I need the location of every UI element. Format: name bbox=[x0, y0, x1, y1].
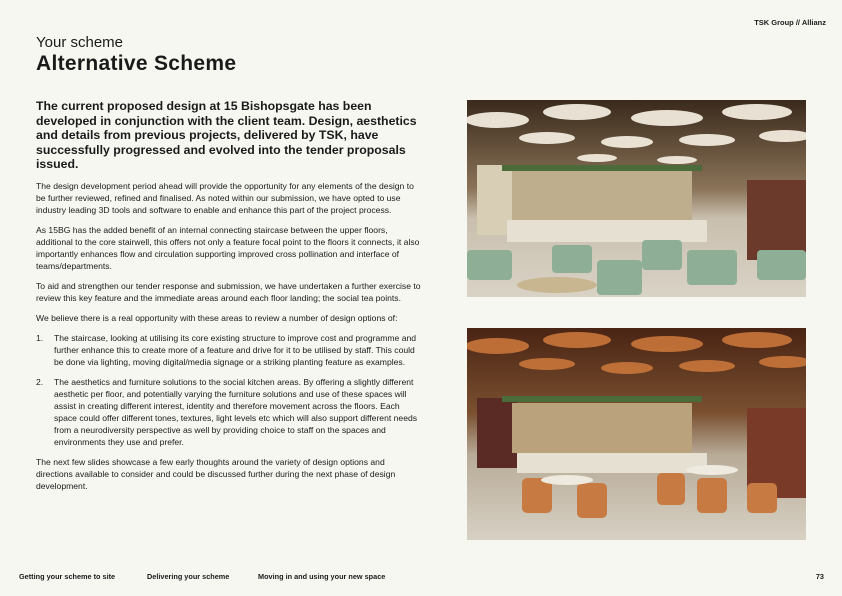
brand-header: TSK Group // Allianz bbox=[754, 18, 826, 27]
section-eyebrow: Your scheme bbox=[36, 34, 123, 51]
page-title: Alternative Scheme bbox=[36, 52, 237, 75]
closing-paragraph: The next few slides showcase a few early thoughts around the variety of design options and directions available to consider and could be discussed further during the next phase of design development. bbox=[36, 456, 396, 491]
render-image-green-chairs bbox=[467, 100, 806, 297]
list-item bbox=[36, 332, 422, 368]
lead-paragraph: The current proposed design at 15 Bishopsgate has been developed in conjunction with the client team. Design, aesthetics and details from previous projects, delivered by TSK, have successfully progressed and evolved into the tender proposals issued. bbox=[36, 99, 417, 171]
list-item bbox=[36, 376, 422, 448]
list-text: The staircase, looking at utilising its core existing structure to improve cost and programme and further enhance this to create more of a feature and drive for it to be utilised by staff. This could be done via lighting, moving digital/media signage or a striking planting feature as examples. bbox=[54, 332, 417, 367]
paragraph: As 15BG has the added benefit of an internal connecting staircase between the upper floors, additional to the core stairwell, this offers not only a feature focal point to the floors it connects, it also importantly enhances flow and circulation supporting improved cross pollination and interface of teams/departments. bbox=[36, 224, 420, 271]
paragraph: To aid and strengthen our tender response and submission, we have undertaken a further exercise to review this key feature and the immediate areas around each floor landing; the social tea points. bbox=[36, 280, 421, 303]
list-number: 1. bbox=[36, 332, 44, 343]
page-number: 73 bbox=[815, 572, 824, 581]
list-number: 2. bbox=[36, 376, 44, 387]
render-image-orange-chairs bbox=[467, 328, 806, 540]
list-text: The aesthetics and furniture solutions to the social kitchen areas. By offering a slightly different aesthetic per floor, and potentially varying the furniture solutions and use of these spaces will assist in creating different interest, identity and therefore movement across the floors. Each space could offer different tones, textures, light levels etc which will also support different needs from a neurodiversity perspective as well by providing choice to staff on the spaces and environments they use and prefer. bbox=[54, 376, 418, 447]
footer-nav-getting-to-site[interactable]: Getting your scheme to site bbox=[19, 572, 116, 581]
body-column bbox=[36, 99, 422, 500]
paragraph: The design development period ahead will provide the opportunity for any elements of the design to be further reviewed, refined and finalised. As noted within our submission, we have opted to use industry leading 3D tools and software to enable and enhance this part of the project process. bbox=[36, 180, 414, 215]
footer-nav-moving-in[interactable]: Moving in and using your new space bbox=[258, 572, 386, 581]
paragraph: We believe there is a real opportunity with these areas to review a number of design options of: bbox=[36, 312, 398, 323]
footer-nav-delivering[interactable]: Delivering your scheme bbox=[147, 572, 230, 581]
